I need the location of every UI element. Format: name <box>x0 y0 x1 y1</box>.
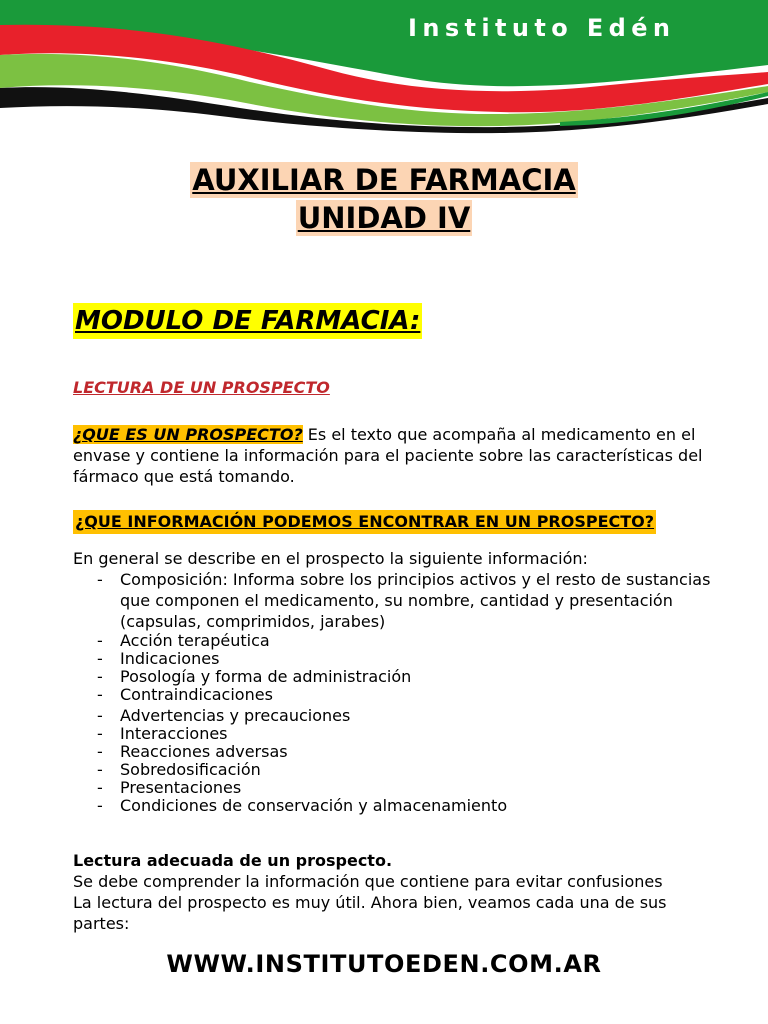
document-title <box>0 162 768 238</box>
info-list <box>93 569 713 815</box>
info-question-heading: ¿QUE INFORMACIÓN PODEMOS ENCONTRAR EN UN PROSPECTO? <box>73 510 656 534</box>
list-item: - Acción terapéutica <box>97 631 270 650</box>
definition-paragraph <box>73 424 723 487</box>
list-item-text: Advertencias y precauciones <box>120 706 351 725</box>
list-item-text: Contraindicaciones <box>120 685 273 704</box>
list-item: - Composición: Informa sobre los principios activos y el resto de sustancias que componen el medicamento, su nombre, cantidad y presentación (capsulas, comprimidos, jarabes) <box>97 570 711 631</box>
list-item: - Presentaciones <box>97 778 242 797</box>
list-item-text: Composición: Informa sobre los principios activos y el resto de sustancias que componen el medicamento, su nombre, cantidad y presentación (capsulas, comprimidos, jarabes) <box>120 570 711 631</box>
module-heading: MODULO DE FARMACIA: <box>73 303 422 339</box>
list-item: - Sobredosificación <box>97 760 261 779</box>
definition-question: ¿QUE ES UN PROSPECTO? <box>73 425 303 444</box>
list-item-text: Condiciones de conservación y almacenamiento <box>120 796 508 815</box>
lectura-title: Lectura adecuada de un prospecto. <box>73 851 393 870</box>
title-line-2: UNIDAD IV <box>297 201 471 235</box>
list-item: - Contraindicaciones <box>97 685 273 704</box>
list-item: - Advertencias y precauciones <box>97 706 351 725</box>
list-item-text: Posología y forma de administración <box>120 667 412 686</box>
list-item-text: Interacciones <box>120 724 228 743</box>
list-item-text: Acción terapéutica <box>120 631 270 650</box>
list-item: - Posología y forma de administración <box>97 667 412 686</box>
list-item: - Indicaciones <box>97 649 220 668</box>
title-line-1: AUXILIAR DE FARMACIA <box>192 163 576 197</box>
list-item-text: Indicaciones <box>120 649 220 668</box>
list-item-text: Presentaciones <box>120 778 242 797</box>
footer-website-link[interactable]: WWW.INSTITUTOEDEN.COM.AR <box>166 950 602 978</box>
list-item: - Condiciones de conservación y almacenamiento <box>97 796 508 815</box>
list-item-text: Sobredosificación <box>120 760 261 779</box>
list-item: - Reacciones adversas <box>97 742 288 761</box>
section-heading: LECTURA DE UN PROSPECTO <box>73 378 330 397</box>
definition-answer: Es el texto que acompaña al medicamento en el envase y contiene la información para el paciente sobre las características del fármaco que está tomando. <box>73 425 703 486</box>
info-intro: En general se describe en el prospecto la siguiente información: <box>73 549 588 568</box>
list-item: - Interacciones <box>97 724 228 743</box>
list-item-text: Reacciones adversas <box>120 742 288 761</box>
institute-brand: Instituto Edén <box>408 14 676 42</box>
lectura-body: Se debe comprender la información que contiene para evitar confusiones La lectura del prospecto es muy útil. Ahora bien, veamos cada una de sus partes: <box>73 872 667 933</box>
